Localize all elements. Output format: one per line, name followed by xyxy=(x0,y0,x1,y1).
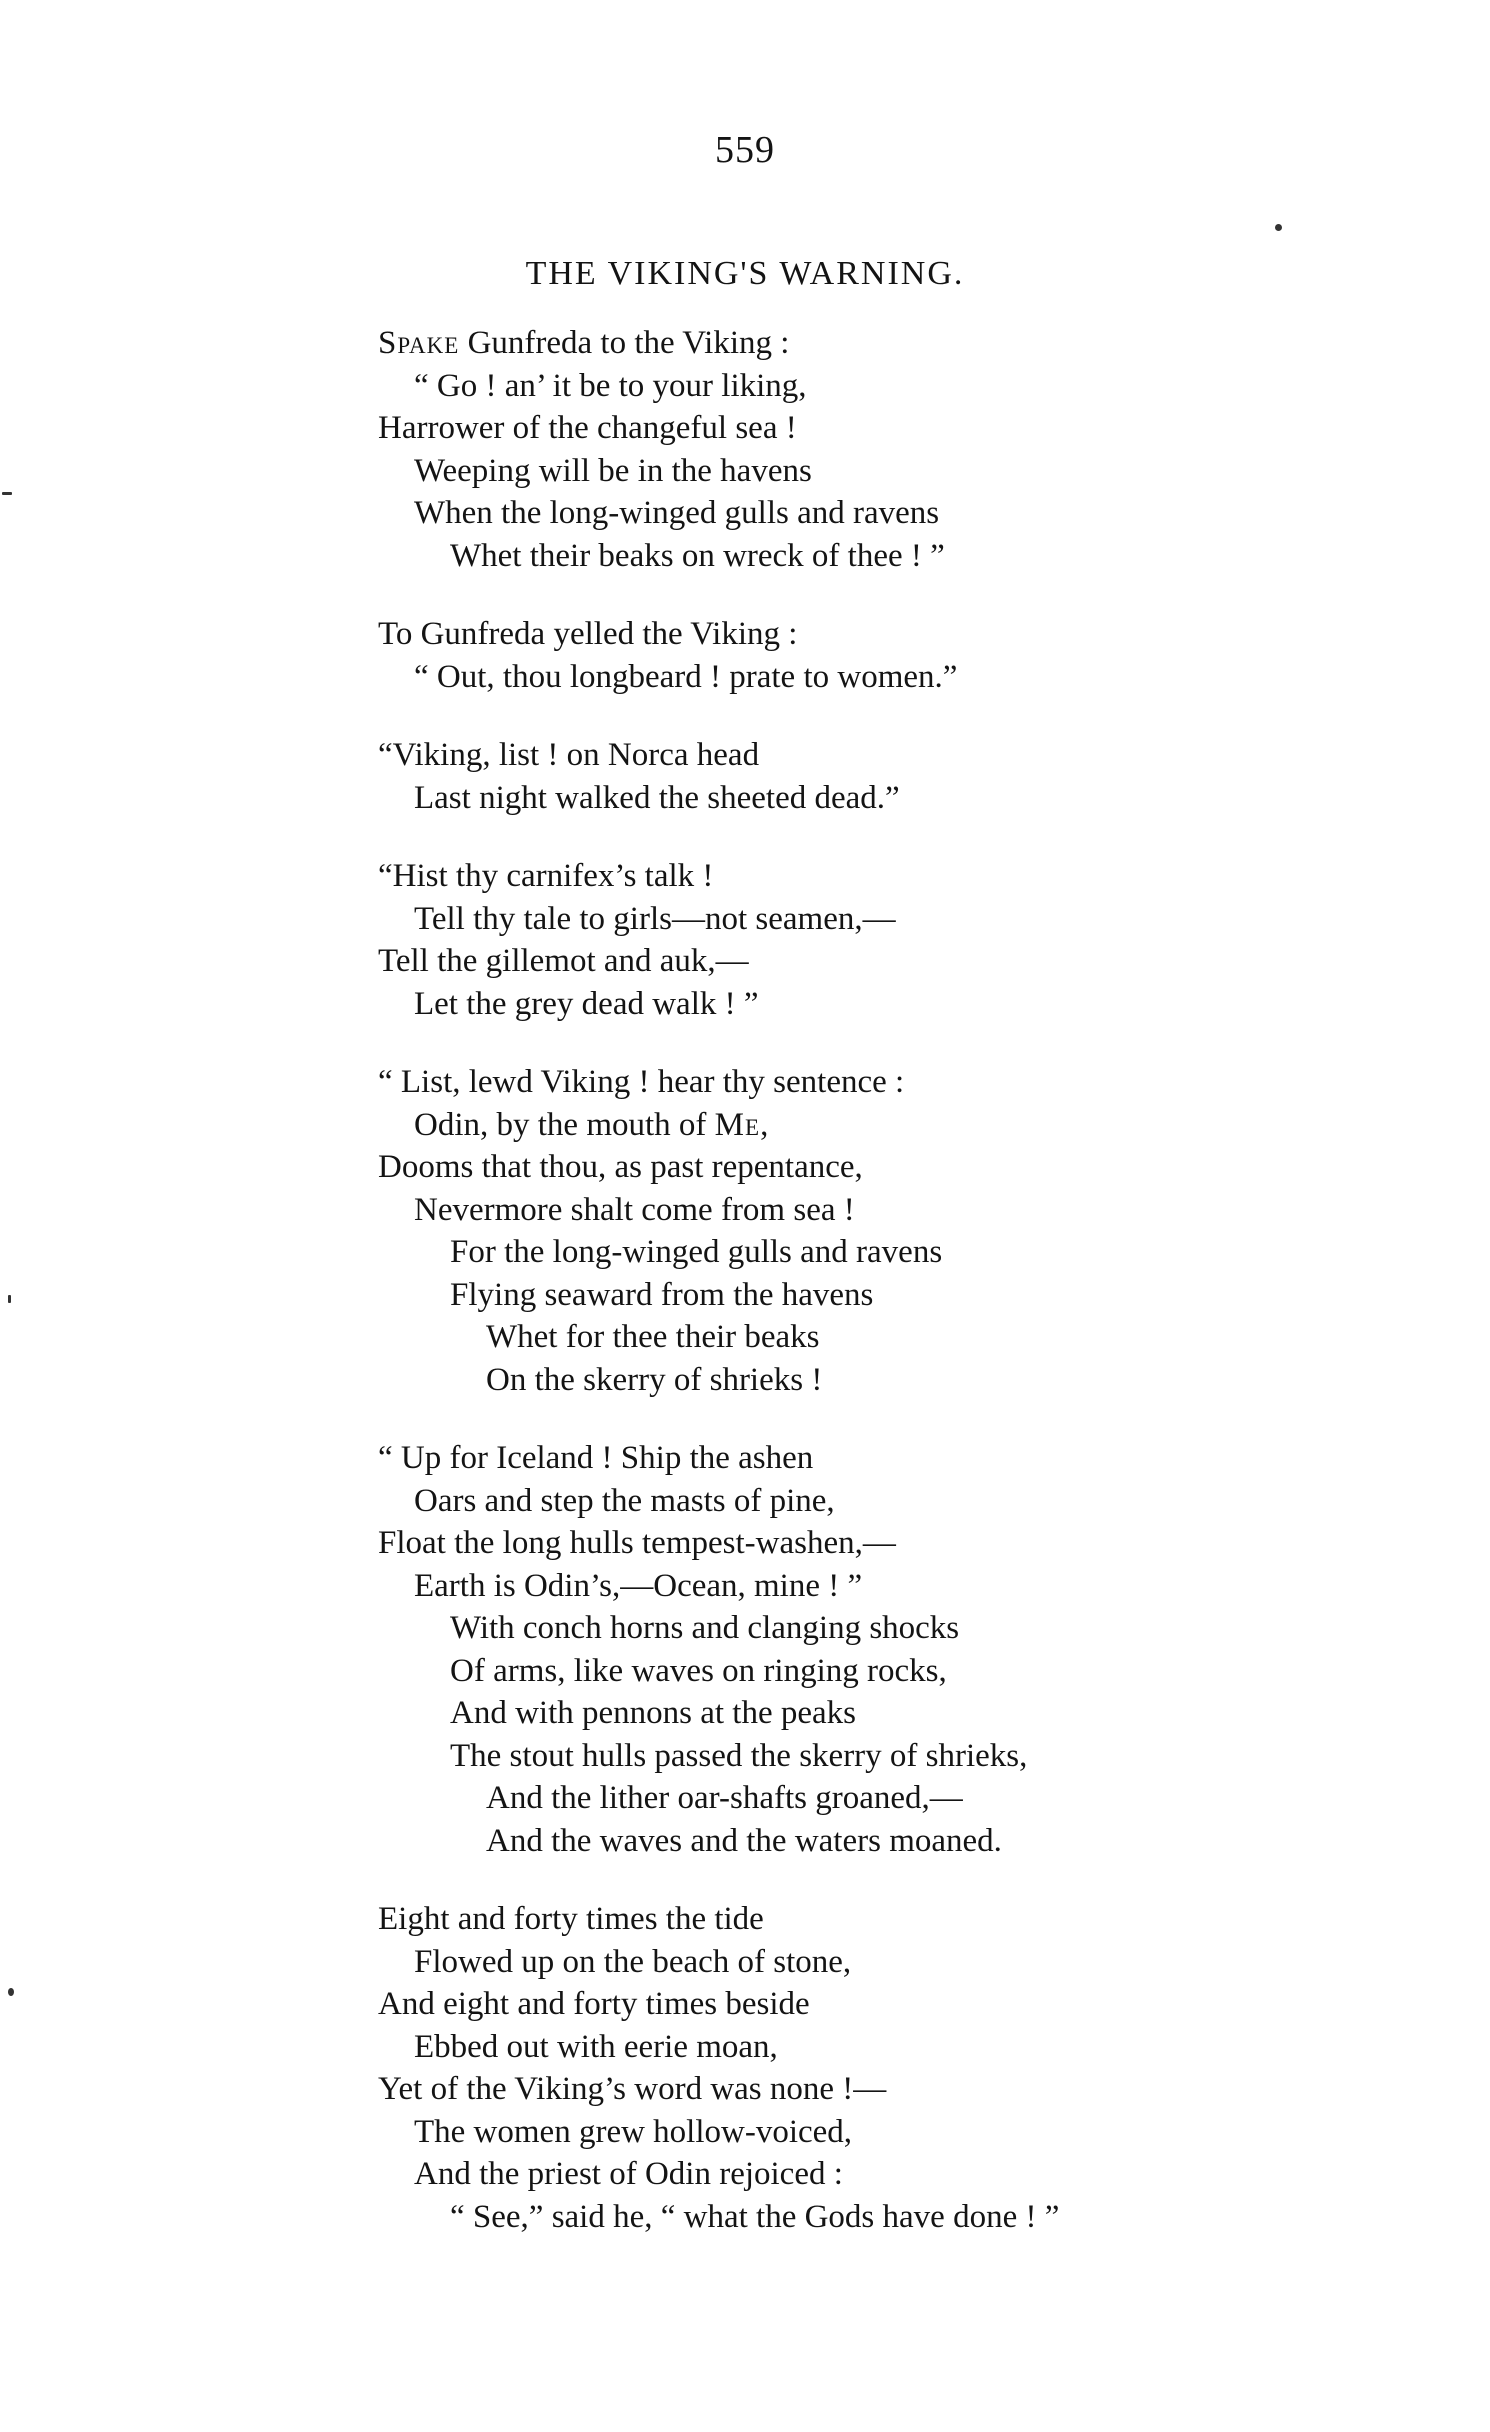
line-text: To Gunfreda yelled the Viking : xyxy=(378,616,798,652)
line-text: Nevermore shalt come from sea ! xyxy=(414,1191,855,1228)
stanza xyxy=(378,1437,1378,1862)
small-caps-lead: Spake xyxy=(378,325,460,361)
line-text: “Hist thy carnifex’s talk ! xyxy=(378,858,714,894)
line-text: Tell thy tale to girls—not seamen,— xyxy=(414,900,896,937)
line-text: And the priest of Odin rejoiced : xyxy=(414,2156,843,2192)
line-text: Yet of the Viking’s word was none !— xyxy=(378,2071,887,2107)
line-text: Whet their beaks on wreck of thee ! ” xyxy=(450,537,945,574)
line-text: And with pennons at the peaks xyxy=(450,1695,857,1731)
poem-line xyxy=(378,2026,1378,2069)
scan-speck xyxy=(8,1988,14,1996)
poem-line xyxy=(378,1189,1378,1232)
line-text: The women grew hollow-voiced, xyxy=(414,2113,853,2150)
stanza xyxy=(378,322,1378,577)
poem-line xyxy=(378,2153,1378,2196)
poem-line xyxy=(378,1480,1378,1523)
poem-line xyxy=(378,898,1378,941)
line-text: Eight and forty times the tide xyxy=(378,1901,764,1937)
poem-line xyxy=(378,983,1378,1026)
line-text: And the waves and the waters moaned. xyxy=(486,1822,1002,1859)
line-text: “ See,” said he, “ what the Gods have done ! ” xyxy=(450,2198,1060,2235)
poem-line xyxy=(378,492,1378,535)
line-text: The stout hulls passed the skerry of shrieks, xyxy=(450,1737,1028,1774)
poem-line xyxy=(378,613,1378,656)
line-text: Ebbed out with eerie moan, xyxy=(414,2028,778,2065)
line-text: And eight and forty times beside xyxy=(378,1986,810,2022)
poem-line xyxy=(378,940,1378,983)
line-text: Of arms, like waves on ringing rocks, xyxy=(450,1652,947,1689)
poem-line xyxy=(378,1231,1378,1274)
poem-line xyxy=(378,1359,1378,1402)
stanza xyxy=(378,734,1378,819)
page-number: 559 xyxy=(715,129,775,171)
line-text: Float the long hulls tempest-washen,— xyxy=(378,1525,896,1561)
scan-speck xyxy=(1275,224,1282,231)
line-text: Weeping will be in the havens xyxy=(414,452,812,489)
poem-title: THE VIKING'S WARNING. xyxy=(525,255,965,292)
poem-line xyxy=(378,1983,1378,2026)
line-text: Flying seaward from the havens xyxy=(450,1276,874,1313)
line-text: Dooms that thou, as past repentance, xyxy=(378,1149,863,1185)
poem-line xyxy=(378,1650,1378,1693)
poem-line xyxy=(378,1777,1378,1820)
line-text: When the long-winged gulls and ravens xyxy=(414,495,940,531)
line-text: “ Up for Iceland ! Ship the ashen xyxy=(378,1440,814,1476)
poem-line xyxy=(378,2111,1378,2154)
poem-line xyxy=(378,1941,1378,1984)
line-text: Oars and step the masts of pine, xyxy=(414,1482,835,1519)
line-text: “Viking, list ! on Norca head xyxy=(378,737,760,773)
line-text: Flowed up on the beach of stone, xyxy=(414,1943,852,1980)
line-text: Let the grey dead walk ! ” xyxy=(414,985,759,1022)
poem-line xyxy=(378,1898,1378,1941)
poem-body xyxy=(378,322,1378,2274)
poem-line xyxy=(378,365,1378,408)
poem-line xyxy=(378,407,1378,450)
line-text: Harrower of the changeful sea ! xyxy=(378,410,797,446)
stanza xyxy=(378,1061,1378,1401)
poem-line xyxy=(378,1437,1378,1480)
poem-line xyxy=(378,2068,1378,2111)
line-text: With conch horns and clanging shocks xyxy=(450,1610,960,1646)
poem-line xyxy=(378,777,1378,820)
poem-line xyxy=(378,322,1378,365)
poem-line xyxy=(378,855,1378,898)
line-text: Odin, by the mouth of xyxy=(414,1106,715,1143)
small-caps-word: Me xyxy=(714,1106,761,1143)
stanza xyxy=(378,855,1378,1025)
stanza xyxy=(378,1898,1378,2238)
poem-line xyxy=(378,2196,1378,2239)
poem-line xyxy=(378,450,1378,493)
line-text: Gunfreda to the Viking : xyxy=(459,325,790,361)
poem-line xyxy=(378,1565,1378,1608)
line-text: Earth is Odin’s,—Ocean, mine ! ” xyxy=(414,1567,863,1604)
line-text: On the skerry of shrieks ! xyxy=(486,1361,823,1398)
poem-line xyxy=(378,734,1378,777)
line-tail: , xyxy=(760,1106,769,1143)
poem-line xyxy=(378,1104,1378,1147)
poem-line xyxy=(378,1692,1378,1735)
line-text: Tell the gillemot and auk,— xyxy=(378,943,749,979)
poem-line xyxy=(378,1735,1378,1778)
line-text: “ List, lewd Viking ! hear thy sentence : xyxy=(378,1064,905,1100)
poem-line xyxy=(378,535,1378,578)
poem-line xyxy=(378,1607,1378,1650)
poem-line xyxy=(378,1522,1378,1565)
line-text: Last night walked the sheeted dead.” xyxy=(414,779,900,816)
poem-line xyxy=(378,1146,1378,1189)
poem-line xyxy=(378,1316,1378,1359)
line-text: Whet for thee their beaks xyxy=(486,1319,820,1355)
line-text: And the lither oar-shafts groaned,— xyxy=(486,1780,963,1816)
scan-speck xyxy=(8,1295,11,1303)
line-text: For the long-winged gulls and ravens xyxy=(450,1234,943,1270)
poem-line xyxy=(378,656,1378,699)
stanza xyxy=(378,613,1378,698)
poem-line xyxy=(378,1820,1378,1863)
scan-speck xyxy=(2,492,12,495)
line-text: “ Out, thou longbeard ! prate to women.” xyxy=(414,658,958,695)
line-text: “ Go ! an’ it be to your liking, xyxy=(414,367,807,404)
poem-line xyxy=(378,1061,1378,1104)
poem-line xyxy=(378,1274,1378,1317)
